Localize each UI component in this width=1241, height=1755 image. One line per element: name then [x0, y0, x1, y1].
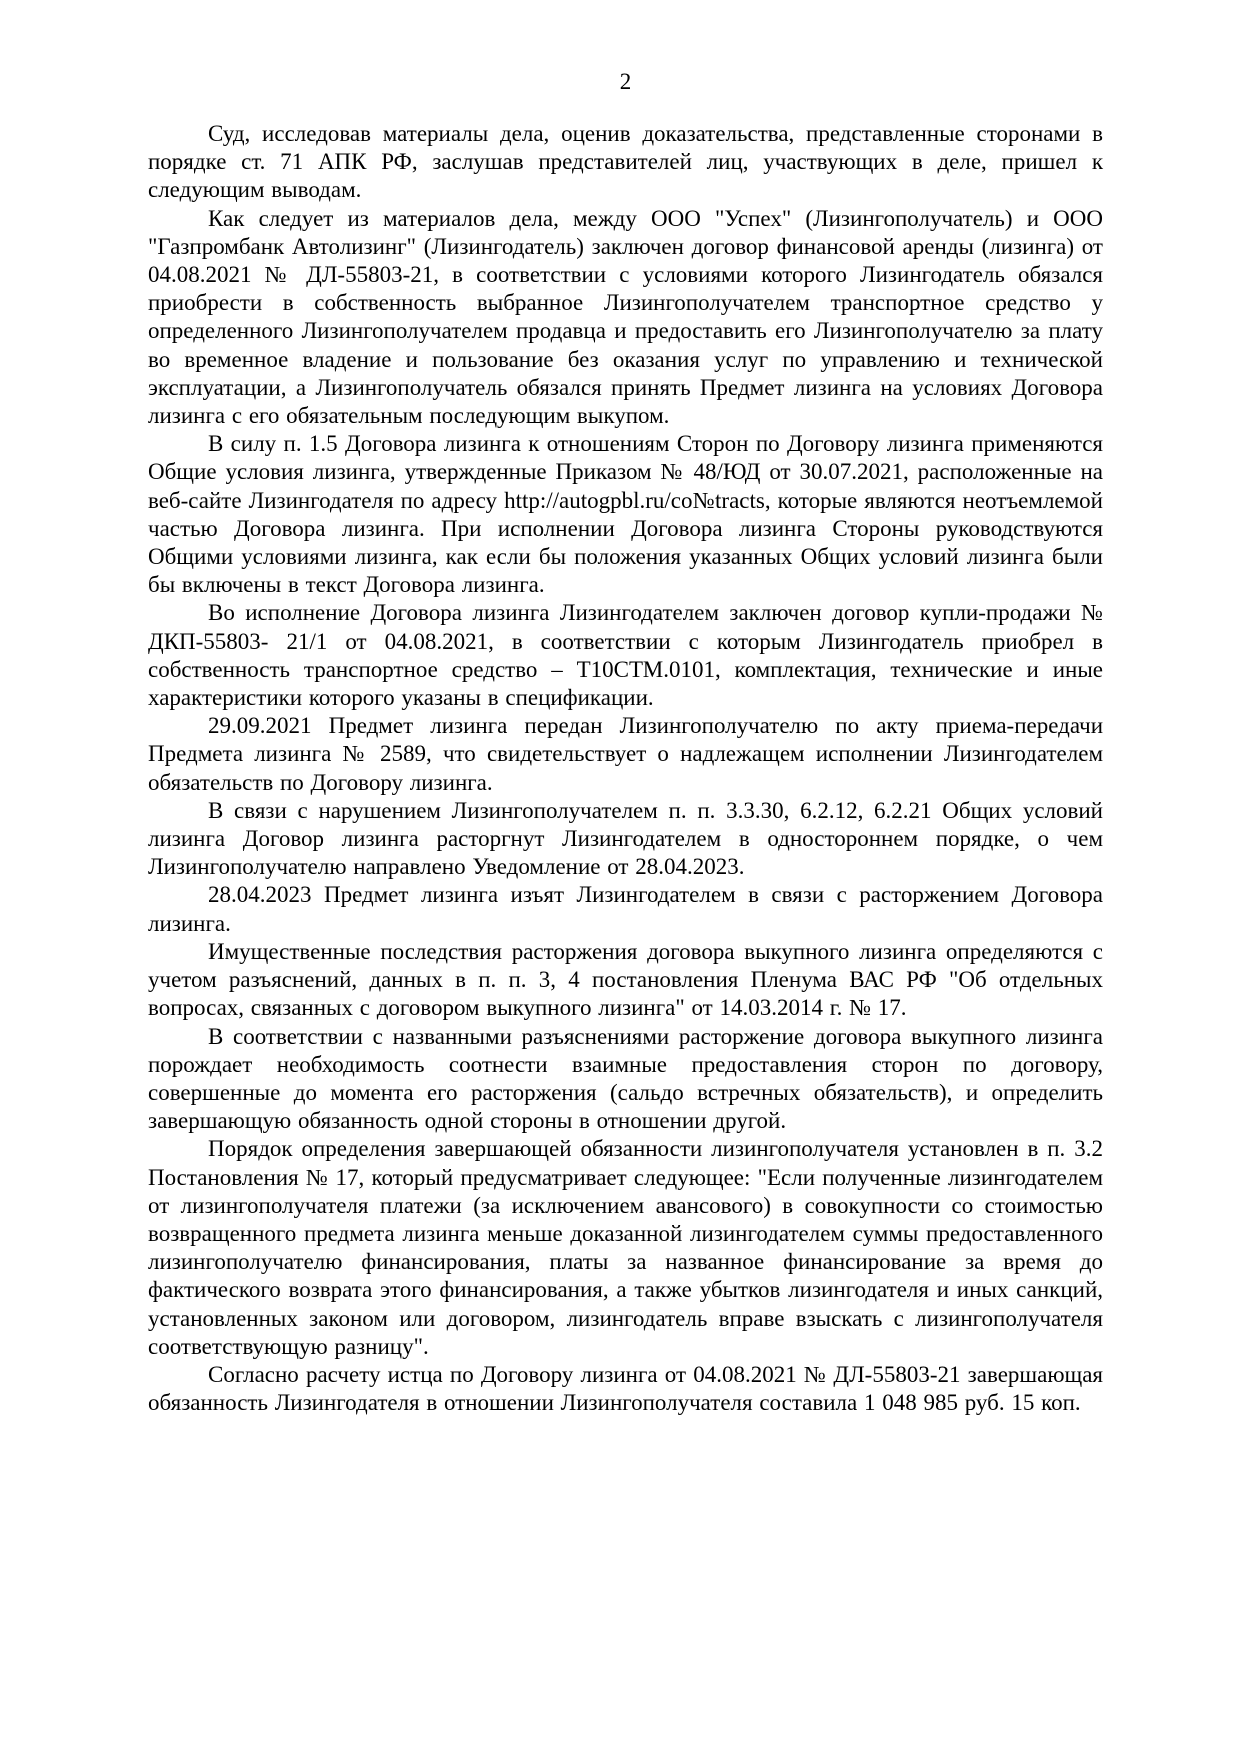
paragraph: Как следует из материалов дела, между ООО "Успех" (Лизингополучатель) и ООО "Газпромбанк Автолизинг" (Лизингодатель) заключен договор финансовой аренды (лизинга) от 04.08.2021 № ДЛ-55803-21, в соответствии с условиями которого Лизингодатель обязался приобрести в собственность выбранное Лизингополучателем транспортное средство у определенного Лизингополучателем продавца и предоставить его Лизингополучателю за плату во временное владение и пользование без оказания услуг по управлению и технической эксплуатации, а Лизингополучатель обязался принять Предмет лизинга на условиях Договора лизинга с его обязательным последующим выкупом.	[148, 205, 1103, 429]
paragraph: Порядок определения завершающей обязанности лизингополучателя установлен в п. 3.2 Постановления № 17, который предусматривает следующее: "Если полученные лизингодателем от лизингополучателя платежи (за исключением авансового) в совокупности со стоимостью возвращенного предмета лизинга меньше доказанной лизингодателем суммы предоставленного лизингополучателю финансирования, платы за названное финансирование за время до фактического возврата этого финансирования, а также убытков лизингодателя и иных санкций, установленных законом или договором, лизингодатель вправе взыскать с лизингополучателя соответствующую разницу".	[148, 1136, 1103, 1359]
paragraph: В силу п. 1.5 Договора лизинга к отношениям Сторон по Договору лизинга применяются Общие условия лизинга, утвержденные Приказом № 48/ЮД от 30.07.2021, расположенные на веб-сайте Лизингодателя по адресу http://autogpbl.ru/co№tracts, которые являются неотъемлемой частью Договора лизинга. При исполнении Договора лизинга Стороны руководствуются Общими условиями лизинга, как если бы положения указанных Общих условий лизинга были бы включены в текст Договора лизинга.	[148, 431, 1103, 598]
paragraph: Во исполнение Договора лизинга Лизингодателем заключен договор купли-продажи № ДКП-55803- 21/1 от 04.08.2021, в соответствии с которым Лизингодатель приобрел в собственность транспортное средство – Т10СТМ.0101, комплектация, технические и иные характеристики которого указаны в спецификации.	[148, 600, 1103, 711]
document-body	[148, 120, 1103, 1417]
paragraph: Имущественные последствия расторжения договора выкупного лизинга определяются с учетом разъяснений, данных в п. п. 3, 4 постановления Пленума ВАС РФ "Об отдельных вопросах, связанных с договором выкупного лизинга" от 14.03.2014 г. № 17.	[148, 938, 1103, 1021]
paragraph: Суд, исследовав материалы дела, оценив доказательства, представленные сторонами в порядке ст. 71 АПК РФ, заслушав представителей лиц, участвующих в деле, пришел к следующим выводам.	[148, 121, 1103, 203]
paragraph: Согласно расчету истца по Договору лизинга от 04.08.2021 № ДЛ-55803-21 завершающая обязанность Лизингодателя в отношении Лизингополучателя составила 1 048 985 руб. 15 коп.	[148, 1361, 1103, 1416]
paragraph: В связи с нарушением Лизингополучателем п. п. 3.3.30, 6.2.12, 6.2.21 Общих условий лизинга Договор лизинга расторгнут Лизингодателем в одностороннем порядке, о чем Лизингополучателю направлено Уведомление от 28.04.2023.	[148, 797, 1103, 880]
paragraph: 29.09.2021 Предмет лизинга передан Лизингополучателю по акту приема-передачи Предмета лизинга № 2589, что свидетельствует о надлежащем исполнении Лизингодателем обязательств по Договору лизинга.	[148, 713, 1103, 795]
paragraph: 28.04.2023 Предмет лизинга изъят Лизингодателем в связи с расторжением Договора лизинга.	[148, 882, 1103, 936]
paragraph: В соответствии с названными разъяснениями расторжение договора выкупного лизинга порождает необходимость соотнести взаимные предоставления сторон по договору, совершенные до момента его расторжения (сальдо встречных обязательств), и определить завершающую обязанность одной стороны в отношении другой.	[148, 1023, 1103, 1134]
page-number: 2	[619, 69, 632, 94]
